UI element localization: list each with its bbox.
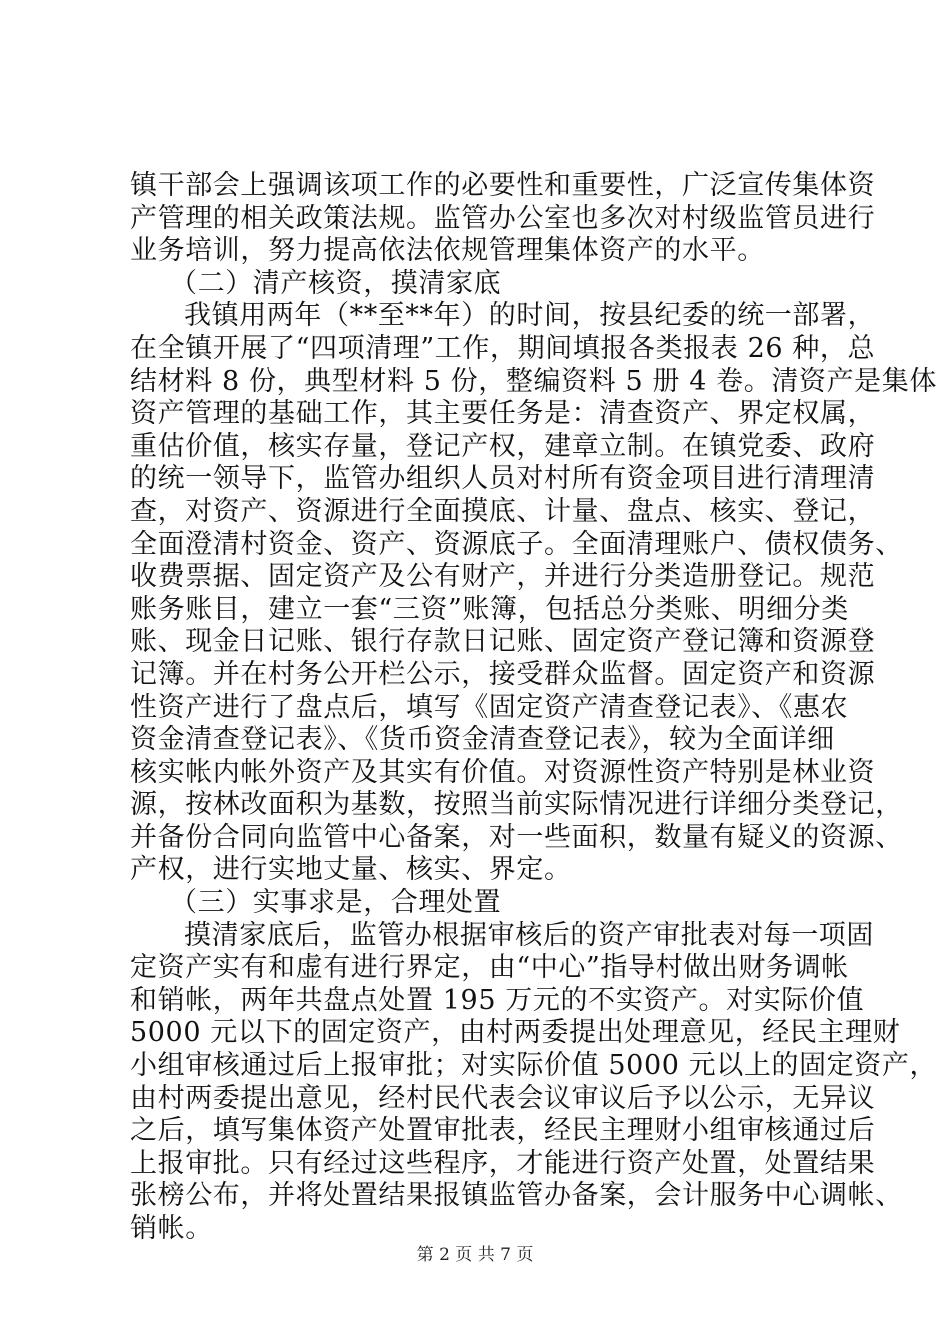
text-line: 核实帐内帐外资产及其实有价值。对资源性资产特别是林业资 — [130, 756, 876, 788]
text-line: 资产管理的基础工作，其主要任务是：清查资产、界定权属， — [130, 398, 876, 430]
text-line: 账务账目，建立一套“三资”账簿，包括总分类账、明细分类 — [130, 593, 849, 625]
text-line: 记簿。并在村务公开栏公示，接受群众监督。固定资产和资源 — [130, 658, 876, 690]
text-line: 资金清查登记表》、《货币资金清查登记表》，较为全面详细 — [130, 724, 835, 756]
text-line: 产权，进行实地丈量、核实、界定。 — [130, 854, 572, 886]
text-line: 产管理的相关政策法规。监管办公室也多次对村级监管员进行 — [130, 202, 876, 234]
section-heading: （三）实事求是，合理处置 — [170, 887, 502, 919]
text-line: 业务培训，努力提高依法依规管理集体资产的水平。 — [130, 235, 765, 267]
page-footer: 第 2 页 共 7 页 — [416, 1245, 534, 1265]
text-line: 结材料 8 份，典型材料 5 份，整编资料 5 册 4 卷。清资产是集体 — [130, 365, 937, 397]
text-line: 全面澄清村资金、资产、资源底子。全面清理账户、债权债务、 — [130, 528, 903, 560]
text-line: 定资产实有和虚有进行界定，由“中心”指导村做出财务调帐 — [130, 952, 849, 984]
text-line: 小组审核通过后上报审批；对实际价值 5000 元以上的固定资产， — [130, 1050, 938, 1082]
text-line: 销帐。 — [130, 1213, 213, 1244]
text-line: 源，按林改面积为基数，按照当前实际情况进行详细分类登记， — [130, 789, 903, 821]
text-line: 张榜公布，并将处置结果报镇监管办备案，会计服务中心调帐、 — [130, 1180, 903, 1212]
section-heading: （二）清产核资，摸清家底 — [170, 267, 502, 299]
text-line: 和销帐，两年共盘点处置 195 万元的不实资产。对实际价值 — [130, 984, 865, 1016]
text-line: 镇干部会上强调该项工作的必要性和重要性，广泛宣传集体资 — [130, 170, 876, 201]
text-line: 在全镇开展了“四项清理”工作，期间填报各类报表 26 种，总 — [130, 332, 876, 364]
text-line: 由村两委提出意见，经村民代表会议审议后予以公示，无异议 — [130, 1082, 876, 1114]
text-line: 重估价值，核实存量，登记产权，建章立制。在镇党委、政府 — [130, 430, 876, 462]
text-line: 并备份合同向监管中心备案，对一些面积，数量有疑义的资源、 — [130, 821, 903, 853]
text-line: 账、现金日记账、银行存款日记账、固定资产登记簿和资源登 — [130, 626, 876, 658]
text-line: 查，对资产、资源进行全面摸底、计量、盘点、核实、登记， — [130, 495, 876, 527]
text-line: 摸清家底后，监管办根据审核后的资产审批表对每一项固 — [184, 919, 874, 951]
text-line: 上报审批。只有经过这些程序，才能进行资产处置，处置结果 — [130, 1147, 876, 1179]
text-line: 性资产进行了盘点后，填写《固定资产清查登记表》、《惠农 — [130, 691, 849, 723]
text-line: 之后，填写集体资产处置审批表，经民主理财小组审核通过后 — [130, 1115, 876, 1147]
text-line: 的统一领导下，监管办组织人员对村所有资金项目进行清理清 — [130, 463, 876, 495]
text-line: 我镇用两年（**至**年）的时间，按县纪委的统一部署， — [184, 300, 876, 332]
text-line: 收费票据、固定资产及公有财产，并进行分类造册登记。规范 — [130, 561, 876, 593]
text-line: 5000 元以下的固定资产，由村两委提出处理意见，经民主理财 — [130, 1017, 901, 1049]
document-body — [130, 170, 938, 1246]
